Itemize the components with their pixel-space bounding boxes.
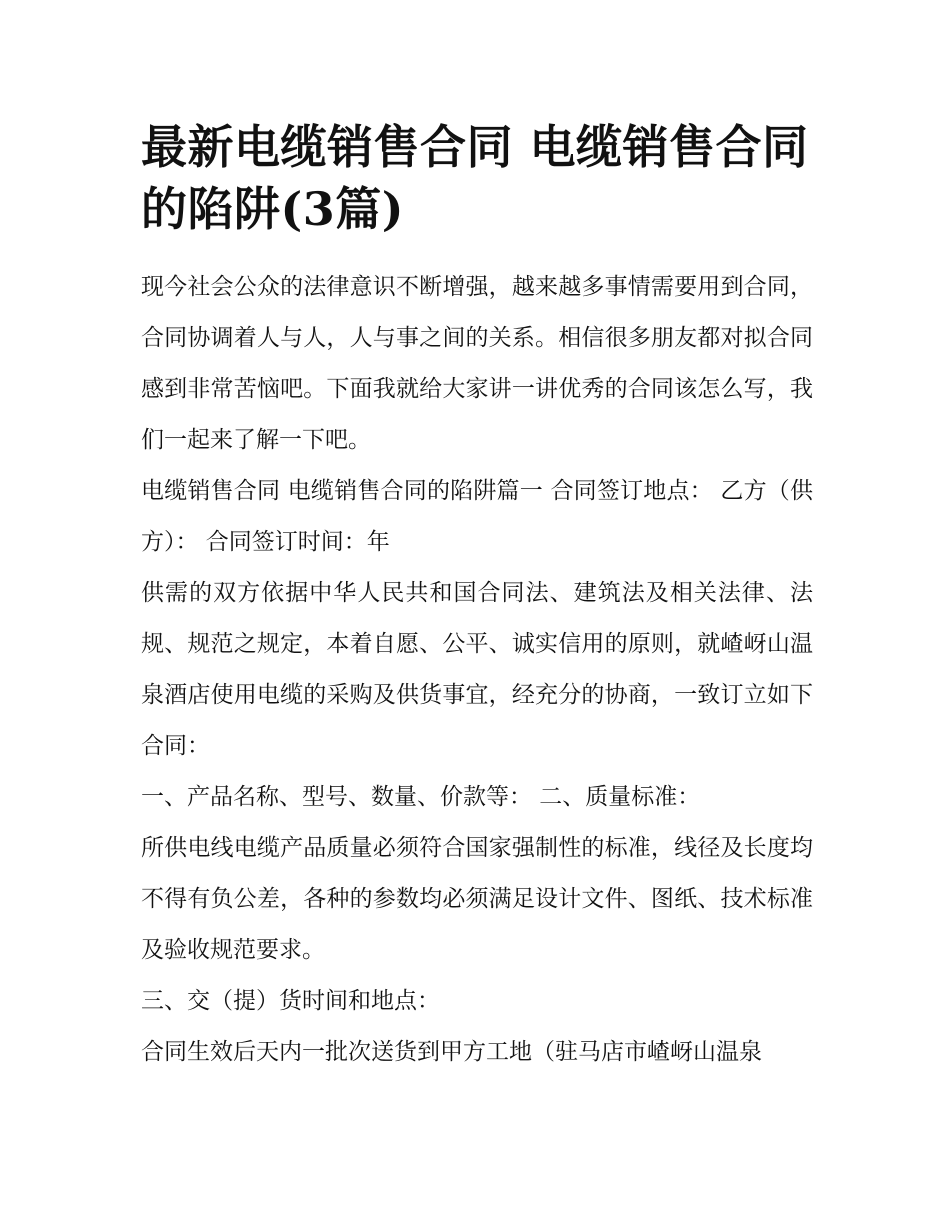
paragraph-intro: 现今社会公众的法律意识不断增强，越来越多事情需要用到合同，合同协调着人与人，人与事之间的关系。相信很多朋友都对拟合同感到非常苦恼吧。下面我就给大家讲一讲优秀的合同该怎么写，我们一起来了解一下吧。	[141, 274, 813, 453]
document-page	[141, 116, 813, 1078]
paragraph-delivery: 合同生效后天内一批次送货到甲方工地（驻马店市嵖岈山温泉	[141, 1039, 762, 1065]
document-title: 最新电缆销售合同 电缆销售合同的陷阱(3篇)	[141, 120, 809, 236]
paragraph-contract-header: 电缆销售合同 电缆销售合同的陷阱篇一 合同签订地点： 乙方（供方）： 合同签订时间：年	[141, 478, 813, 555]
paragraph-section-3-heading: 三、交（提）货时间和地点：	[141, 988, 440, 1014]
paragraph-quality-standard: 所供电线电缆产品质量必须符合国家强制性的标准，线径及长度均不得有负公差，各种的参数均必须满足设计文件、图纸、技术标准及验收规范要求。	[141, 835, 813, 963]
paragraph-preamble: 供需的双方依据中华人民共和国合同法、建筑法及相关法律、法规、规范之规定，本着自愿、公平、诚实信用的原则，就嵖岈山温泉酒店使用电缆的采购及供货事宜，经充分的协商，一致订立如下合同：	[141, 580, 813, 759]
paragraph-section-1-2: 一、产品名称、型号、数量、价款等： 二、质量标准：	[141, 784, 701, 810]
